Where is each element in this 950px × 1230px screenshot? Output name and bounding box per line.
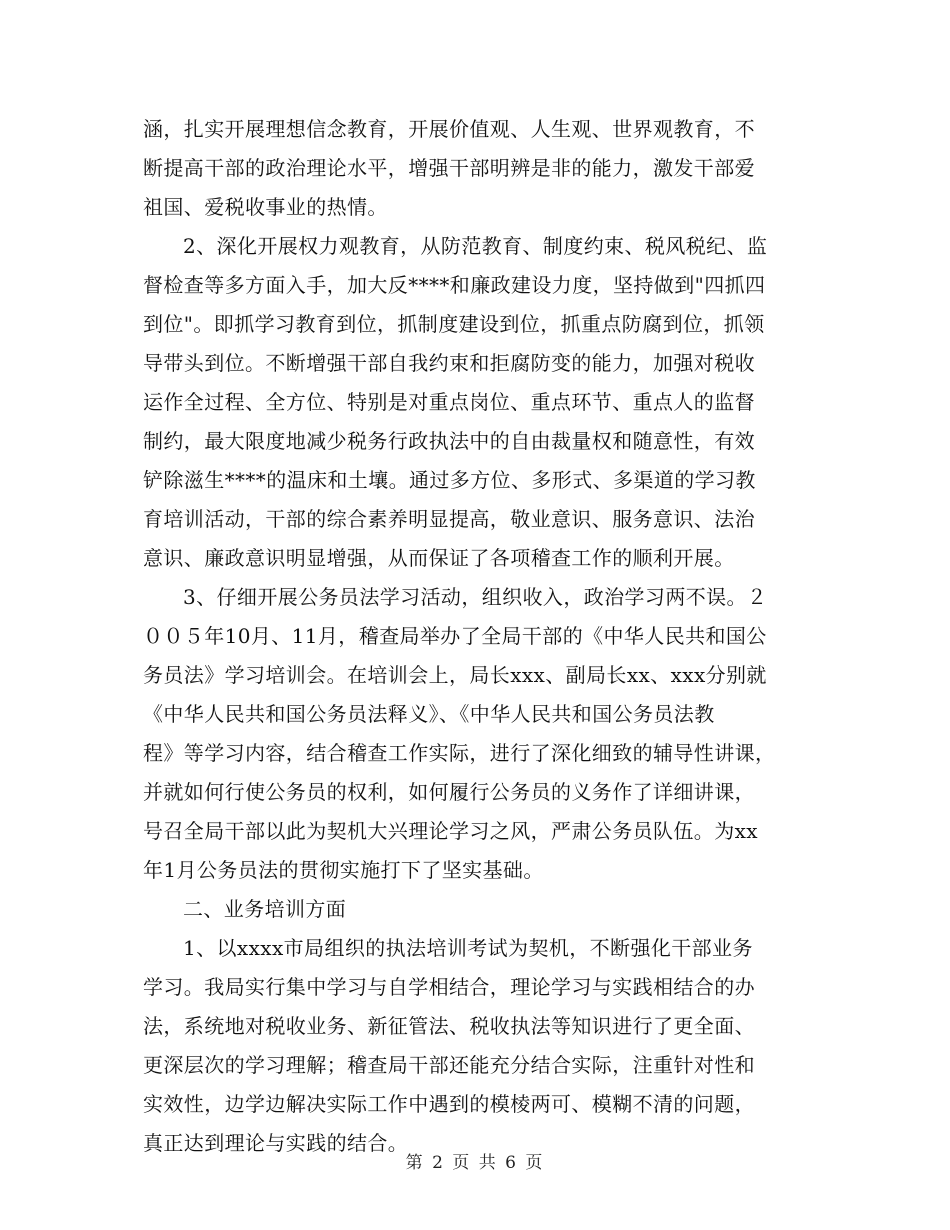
text-line: 涵，扎实开展理想信念教育，开展价值观、人生观、世界观教育，不 <box>143 117 755 141</box>
text-line: 到位"。即抓学习教育到位，抓制度建设到位，抓重点防腐到位，抓领 <box>143 312 765 336</box>
text-line: 学习。我局实行集中学习与自学相结合，理论学习与实践相结合的办 <box>143 975 755 999</box>
text-line: 断提高干部的政治理论水平，增强干部明辨是非的能力，激发干部爱 <box>143 156 755 180</box>
text-line: 1、以xxxx市局组织的执法培训考试为契机，不断强化干部业务 <box>183 936 753 960</box>
document-body <box>143 110 805 1163</box>
text-line: 《中华人民共和国公务员法释义》、《中华人民共和国公务员法教 <box>143 702 715 726</box>
text-line: 铲除滋生****的温床和土壤。通过多方位、多形式、多渠道的学习教 <box>143 468 756 492</box>
text-line: 制约，最大限度地减少税务行政执法中的自由裁量权和随意性，有效 <box>143 429 755 453</box>
text-line: 号召全局干部以此为契机大兴理论学习之风，严肃公务员队伍。为xx <box>143 819 758 843</box>
text-line: 运作全过程、全方位、特别是对重点岗位、重点环节、重点人的监督 <box>143 390 755 414</box>
text-line: 真正达到理论与实践的结合。 <box>143 1131 409 1155</box>
text-line: 导带头到位。不断增强干部自我约束和拒腐防变的能力，加强对税收 <box>143 351 755 375</box>
paragraph-power-view-education <box>143 227 805 578</box>
text-line: 意识、廉政意识明显增强，从而保证了各项稽查工作的顺利开展。 <box>143 546 735 570</box>
text-line: 祖国、爱税收事业的热情。 <box>143 195 388 219</box>
text-line: 育培训活动，干部的综合素养明显提高，敬业意识、服务意识、法治 <box>143 507 755 531</box>
text-line: 二、业务培训方面 <box>183 897 347 921</box>
text-line: 程》等学习内容，结合稽查工作实际，进行了深化细致的辅导性讲课， <box>143 741 776 765</box>
text-line: 年1月公务员法的贯彻实施打下了坚实基础。 <box>143 858 544 882</box>
text-line: 3、仔细开展公务员法学习活动，组织收入，政治学习两不误。２ <box>183 585 768 609</box>
text-line: 督检查等多方面入手，加大反****和廉政建设力度，坚持做到"四抓四 <box>143 273 766 297</box>
text-line: 务员法》学习培训会。在培训会上，局长xxx、副局长xx、xxx分别就 <box>143 663 767 687</box>
paragraph-civil-servant-law <box>143 578 805 890</box>
text-line: 法，系统地对税收业务、新征管法、税收执法等知识进行了更全面、 <box>143 1014 755 1038</box>
text-line: 2、深化开展权力观教育，从防范教育、制度约束、税风税纪、监 <box>183 234 768 258</box>
paragraph-law-enforcement-training <box>143 929 805 1163</box>
text-line: 更深层次的学习理解；稽查局干部还能充分结合实际，注重针对性和 <box>143 1053 755 1077</box>
page-number-footer: 第 2 页 共 6 页 <box>405 1153 545 1173</box>
text-line: 实效性，边学边解决实际工作中遇到的模棱两可、模糊不清的问题， <box>143 1092 755 1116</box>
text-line: ００５年10月、11月，稽查局举办了全局干部的《中华人民共和国公 <box>143 624 767 648</box>
text-line: 并就如何行使公务员的权利，如何履行公务员的义务作了详细讲课， <box>143 780 755 804</box>
section-heading-business-training <box>143 890 805 929</box>
paragraph-ideals-education <box>143 110 805 227</box>
